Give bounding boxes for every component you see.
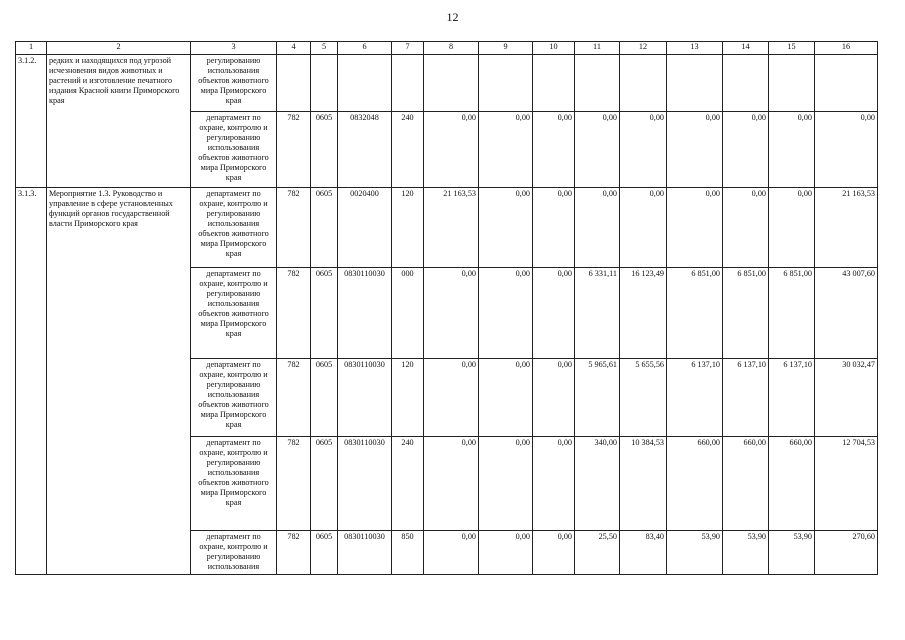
column-number: 4: [277, 42, 311, 55]
executor-cell: департамент по охране, контролю и регулированию использования объектов животного мира Приморского края: [191, 268, 277, 359]
value-cell: [769, 55, 815, 112]
value-cell: [575, 55, 620, 112]
rzpr-cell: 0605: [311, 268, 338, 359]
column-number: 14: [723, 42, 769, 55]
grbs-cell: 782: [277, 188, 311, 268]
value-cell: 0,00: [424, 268, 479, 359]
value-cell: 6 137,10: [723, 359, 769, 437]
column-number: 16: [815, 42, 878, 55]
value-cell: [667, 55, 723, 112]
value-cell: 0,00: [479, 531, 533, 575]
column-number: 15: [769, 42, 815, 55]
value-cell: 0,00: [533, 112, 575, 188]
grbs-cell: 782: [277, 359, 311, 437]
column-number: 2: [47, 42, 191, 55]
column-number: 5: [311, 42, 338, 55]
value-cell: 0,00: [479, 188, 533, 268]
value-cell: 0,00: [479, 112, 533, 188]
value-cell: 6 851,00: [723, 268, 769, 359]
item-name: редких и находящихся под угрозой исчезновения видов животных и растений и изготовление печатного издания Красной книги Приморского края: [47, 55, 191, 188]
item-code: 3.1.2.: [16, 55, 47, 188]
column-number: 10: [533, 42, 575, 55]
csr-cell: [338, 55, 392, 112]
budget-table: [15, 41, 878, 575]
executor-cell: департамент по охране, контролю и регулированию использования объектов животного мира Приморского края: [191, 359, 277, 437]
page-number: 12: [446, 10, 459, 24]
value-cell: [424, 55, 479, 112]
column-number: 1: [16, 42, 47, 55]
value-cell: 0,00: [620, 112, 667, 188]
table-row: [16, 55, 878, 112]
value-cell: 53,90: [723, 531, 769, 575]
rzpr-cell: 0605: [311, 531, 338, 575]
grbs-cell: 782: [277, 437, 311, 531]
value-cell: 660,00: [667, 437, 723, 531]
grbs-cell: [277, 55, 311, 112]
value-cell: [723, 55, 769, 112]
vr-cell: [392, 55, 424, 112]
value-cell: 0,00: [479, 268, 533, 359]
value-cell: 21 163,53: [424, 188, 479, 268]
value-cell: 660,00: [769, 437, 815, 531]
value-cell: 53,90: [769, 531, 815, 575]
value-cell: 21 163,53: [815, 188, 878, 268]
value-cell: 6 851,00: [769, 268, 815, 359]
value-cell: [479, 55, 533, 112]
value-cell: [620, 55, 667, 112]
column-number: 13: [667, 42, 723, 55]
vr-cell: 240: [392, 112, 424, 188]
value-cell: 0,00: [424, 531, 479, 575]
executor-cell: департамент по охране, контролю и регулированию использования объектов животного мира Приморского края: [191, 188, 277, 268]
value-cell: 0,00: [815, 112, 878, 188]
vr-cell: 120: [392, 359, 424, 437]
csr-cell: 0830110030: [338, 359, 392, 437]
column-number: 8: [424, 42, 479, 55]
executor-cell: регулированию использования объектов животного мира Приморского края: [191, 55, 277, 112]
csr-cell: 0830110030: [338, 268, 392, 359]
value-cell: 340,00: [575, 437, 620, 531]
rzpr-cell: 0605: [311, 188, 338, 268]
value-cell: 0,00: [667, 112, 723, 188]
rzpr-cell: 0605: [311, 112, 338, 188]
item-code: 3.1.3.: [16, 188, 47, 575]
value-cell: 16 123,49: [620, 268, 667, 359]
value-cell: 0,00: [424, 437, 479, 531]
value-cell: 0,00: [769, 112, 815, 188]
value-cell: 0,00: [667, 188, 723, 268]
csr-cell: 0020400: [338, 188, 392, 268]
vr-cell: 850: [392, 531, 424, 575]
value-cell: 10 384,53: [620, 437, 667, 531]
column-number: 11: [575, 42, 620, 55]
column-number: 9: [479, 42, 533, 55]
executor-cell: департамент по охране, контролю и регулированию использования объектов животного мира Приморского края: [191, 112, 277, 188]
grbs-cell: 782: [277, 531, 311, 575]
vr-cell: 000: [392, 268, 424, 359]
csr-cell: 0830110030: [338, 531, 392, 575]
value-cell: 83,40: [620, 531, 667, 575]
value-cell: 0,00: [424, 359, 479, 437]
value-cell: 30 032,47: [815, 359, 878, 437]
value-cell: 12 704,53: [815, 437, 878, 531]
column-number: 3: [191, 42, 277, 55]
value-cell: 0,00: [723, 188, 769, 268]
value-cell: 0,00: [424, 112, 479, 188]
column-number: 12: [620, 42, 667, 55]
value-cell: 6 331,11: [575, 268, 620, 359]
value-cell: 6 851,00: [667, 268, 723, 359]
value-cell: 25,50: [575, 531, 620, 575]
item-name: Мероприятие 1.3. Руководство и управление в сфере установленных функций органов государственной власти Приморского края: [47, 188, 191, 575]
value-cell: 270,60: [815, 531, 878, 575]
executor-cell: департамент по охране, контролю и регулированию использования: [191, 531, 277, 575]
csr-cell: 0832048: [338, 112, 392, 188]
value-cell: 43 007,60: [815, 268, 878, 359]
value-cell: [815, 55, 878, 112]
value-cell: 0,00: [769, 188, 815, 268]
value-cell: 0,00: [479, 437, 533, 531]
value-cell: 0,00: [533, 531, 575, 575]
value-cell: 5 655,56: [620, 359, 667, 437]
value-cell: 660,00: [723, 437, 769, 531]
value-cell: 53,90: [667, 531, 723, 575]
value-cell: 0,00: [479, 359, 533, 437]
value-cell: 0,00: [533, 268, 575, 359]
vr-cell: 120: [392, 188, 424, 268]
table-row: [16, 188, 878, 268]
vr-cell: 240: [392, 437, 424, 531]
value-cell: 5 965,61: [575, 359, 620, 437]
column-number-row: [16, 42, 878, 55]
value-cell: [533, 55, 575, 112]
rzpr-cell: 0605: [311, 359, 338, 437]
grbs-cell: 782: [277, 112, 311, 188]
csr-cell: 0830110030: [338, 437, 392, 531]
grbs-cell: 782: [277, 268, 311, 359]
value-cell: 0,00: [533, 359, 575, 437]
value-cell: 0,00: [533, 437, 575, 531]
value-cell: 0,00: [533, 188, 575, 268]
executor-cell: департамент по охране, контролю и регулированию использования объектов животного мира Приморского края: [191, 437, 277, 531]
rzpr-cell: [311, 55, 338, 112]
column-number: 6: [338, 42, 392, 55]
value-cell: 0,00: [723, 112, 769, 188]
value-cell: 6 137,10: [769, 359, 815, 437]
column-number: 7: [392, 42, 424, 55]
value-cell: 0,00: [575, 112, 620, 188]
value-cell: 0,00: [620, 188, 667, 268]
value-cell: 6 137,10: [667, 359, 723, 437]
value-cell: 0,00: [575, 188, 620, 268]
rzpr-cell: 0605: [311, 437, 338, 531]
